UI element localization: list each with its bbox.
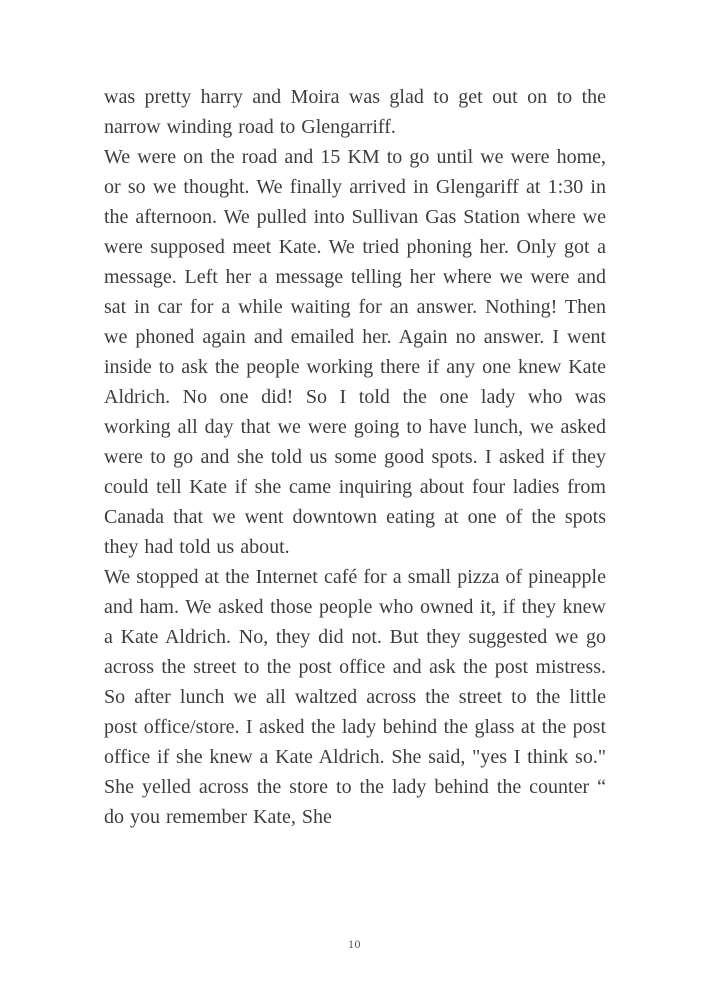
paragraph: We were on the road and 15 KM to go until we were home, or so we thought. We finally arrived in Glengariff at 1:30 in the afternoon. We pulled into Sullivan Gas Station where we were supposed meet Kate. We tried phoning her. Only got a message. Left her a message telling her where we were and sat in car for a while waiting for an answer. Nothing! Then we phoned again and emailed her. Again no answer. I went inside to ask the people working there if any one knew Kate Aldrich. No one did! So I told the one lady who was working all day that we were going to have lunch, we asked were to go and she told us some good spots. I asked if they could tell Kate if she came inquiring about four ladies from Canada that we went downtown eating at one of the spots they had told us about. — [104, 146, 606, 558]
paragraph: We stopped at the Internet café for a small pizza of pineapple and ham. We asked those people who owned it, if they knew a Kate Aldrich. No, they did not. But they suggested we go across the street to the post office and ask the post mistress. So after lunch we all waltzed across the street to the little post office/store. I asked the lady behind the glass at the post office if she knew a Kate Aldrich. She said, "yes I think so." She yelled across the store to the lady behind the counter “ do you remember Kate, She — [104, 566, 606, 828]
page-text — [104, 82, 606, 832]
page-number: 10 — [348, 937, 361, 951]
paragraph: was pretty harry and Moira was glad to get out on to the narrow winding road to Glengarriff. — [104, 86, 606, 138]
